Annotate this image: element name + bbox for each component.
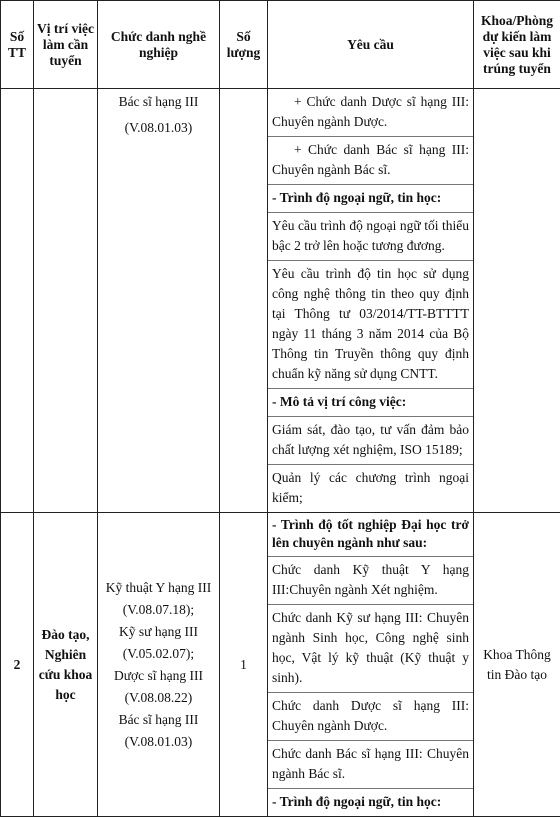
requirement-item: Chức danh Kỹ sư hạng III: Chuyên ngành Sinh học, Công nghệ sinh học, Vật lý kỹ thuật (Kỹ thuật y sinh). bbox=[268, 605, 473, 693]
requirement-heading: - Trình độ ngoại ngữ, tin học: bbox=[268, 789, 473, 816]
requirement-item: + Chức danh Dược sĩ hạng III: Chuyên ngành Dược. bbox=[268, 89, 473, 137]
cell-position: Đào tạo, Nghiên cứu khoa học bbox=[34, 513, 98, 817]
job-title-code: (V.08.08.22) bbox=[98, 687, 219, 709]
requirement-item: Chức danh Dược sĩ hạng III: Chuyên ngành Dược. bbox=[268, 693, 473, 741]
header-department: Khoa/Phòng dự kiến làm việc sau khi trúng tuyển bbox=[474, 1, 560, 89]
cell-stt: 2 bbox=[1, 513, 34, 817]
cell-requirements bbox=[268, 89, 474, 513]
table-row bbox=[1, 513, 560, 817]
requirement-item: Quản lý các chương trình ngoại kiểm; bbox=[268, 465, 473, 512]
job-title-code: (V.05.02.07); bbox=[98, 643, 219, 665]
requirement-heading: - Mô tả vị trí công việc: bbox=[268, 389, 473, 417]
cell-job-titles bbox=[98, 89, 220, 513]
cell-requirements bbox=[268, 513, 474, 817]
cell-department: Khoa Thông tin Đào tạo bbox=[474, 513, 560, 817]
cell-position bbox=[34, 89, 98, 513]
requirement-heading: - Trình độ ngoại ngữ, tin học: bbox=[268, 185, 473, 213]
requirement-item: Chức danh Kỹ thuật Y hạng III:Chuyên ngành Xét nghiệm. bbox=[268, 557, 473, 605]
cell-quantity: 1 bbox=[220, 513, 268, 817]
job-title-code: (V.08.01.03) bbox=[98, 113, 219, 139]
header-stt: Số TT bbox=[1, 1, 34, 89]
table-row bbox=[1, 89, 560, 513]
requirement-heading: - Trình độ tốt nghiệp Đại học trở lên chuyên ngành như sau: bbox=[268, 513, 473, 557]
requirement-item: Yêu cầu trình độ ngoại ngữ tối thiểu bậc 2 trở lên hoặc tương đương. bbox=[268, 213, 473, 261]
job-title-line: Bác sĩ hạng III bbox=[98, 89, 219, 113]
header-requirements: Yêu cầu bbox=[268, 1, 474, 89]
job-title-code: (V.08.01.03) bbox=[98, 731, 219, 753]
header-row bbox=[1, 1, 560, 89]
cell-department bbox=[474, 89, 560, 513]
requirement-item: Yêu cầu trình độ tin học sử dụng công nghệ thông tin theo quy định tại Thông tư 03/2014/TT-BTTTT ngày 11 tháng 3 năm 2014 của Bộ Thông tin Truyền thông quy định chuẩn kỹ năng sử dụng CNTT. bbox=[268, 261, 473, 389]
requirement-item: + Chức danh Bác sĩ hạng III: Chuyên ngành Bác sĩ. bbox=[268, 137, 473, 185]
cell-job-titles bbox=[98, 513, 220, 817]
header-job-title: Chức danh nghề nghiệp bbox=[98, 1, 220, 89]
job-title-line: Dược sĩ hạng III bbox=[98, 665, 219, 687]
header-quantity: Số lượng bbox=[220, 1, 268, 89]
job-title-code: (V.08.07.18); bbox=[98, 599, 219, 621]
job-title-line: Kỹ sư hạng III bbox=[98, 621, 219, 643]
requirement-item: Giám sát, đào tạo, tư vấn đảm bảo chất lượng xét nghiệm, ISO 15189; bbox=[268, 417, 473, 465]
requirement-item: Chức danh Bác sĩ hạng III: Chuyên ngành Bác sĩ. bbox=[268, 741, 473, 789]
cell-stt bbox=[1, 89, 34, 513]
job-title-line: Kỹ thuật Y hạng III bbox=[98, 577, 219, 599]
cell-quantity bbox=[220, 89, 268, 513]
header-position: Vị trí việc làm cần tuyển bbox=[34, 1, 98, 89]
job-title-line: Bác sĩ hạng III bbox=[98, 709, 219, 731]
